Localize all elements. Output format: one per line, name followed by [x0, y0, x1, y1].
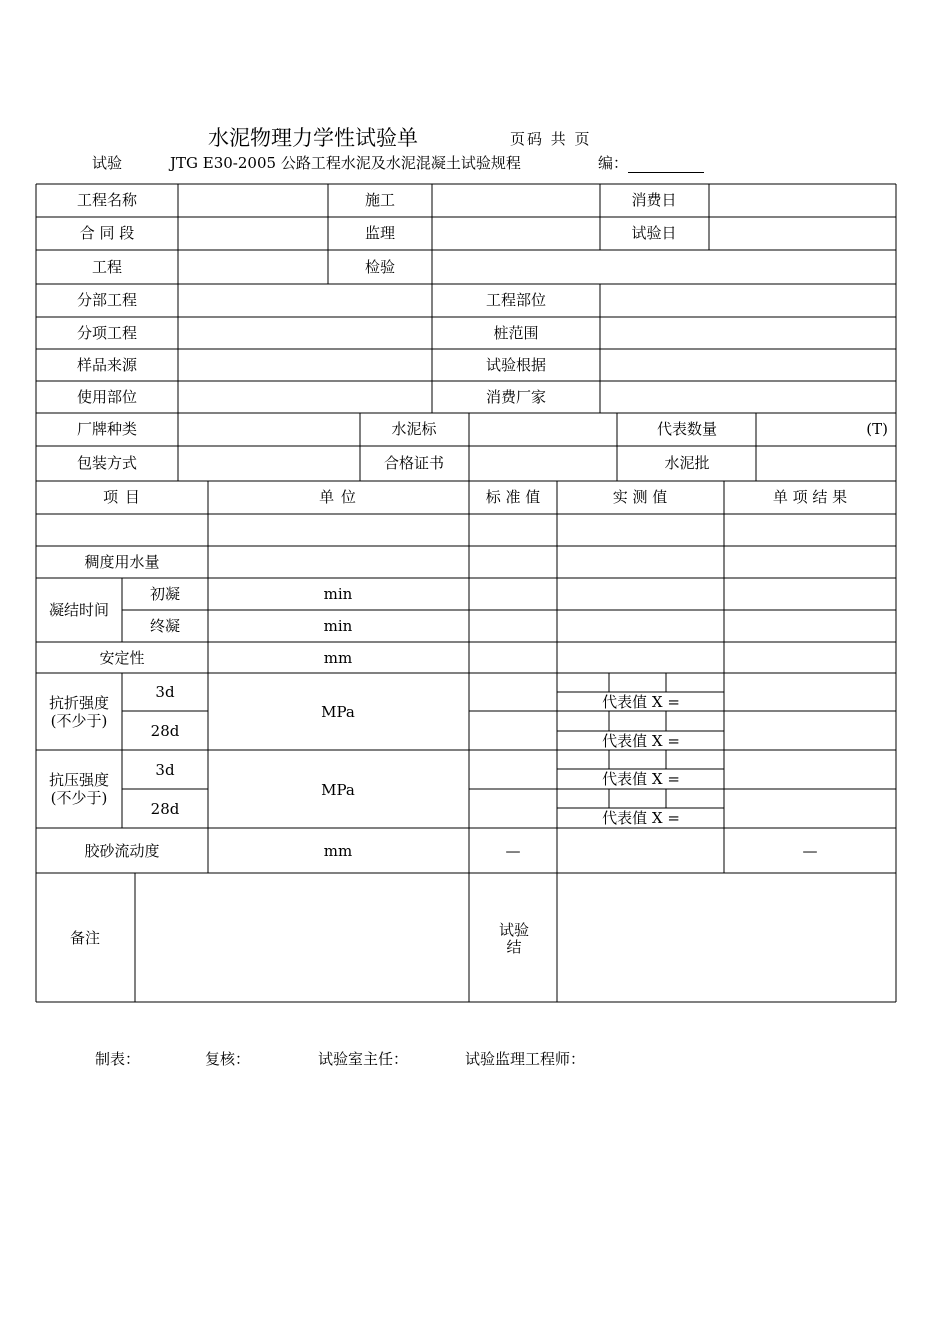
row-soundness: 安定性	[99, 649, 145, 667]
label-test-date: 试验日	[631, 224, 677, 242]
label-engineering: 工程	[91, 258, 123, 276]
lab-director: 试验室主任：	[318, 1050, 409, 1068]
col-result: 单 项 结 果	[772, 488, 848, 506]
col-item: 项 目	[103, 488, 141, 506]
label-brand-type: 厂牌种类	[76, 420, 138, 438]
unit-initial-set: min	[323, 585, 353, 603]
col-standard: 标 准 值	[485, 488, 541, 506]
reviewed-by: 复核：	[205, 1050, 251, 1068]
flexural-not-less: (不少于)	[50, 712, 108, 730]
label-test-basis: 试验根据	[485, 356, 547, 374]
fluidity-result-dash: —	[802, 842, 818, 860]
row-initial-set: 初凝	[149, 585, 181, 603]
code-label: 编：	[598, 154, 629, 172]
compressive-3d-rep-value: 代表值 X =	[602, 770, 680, 788]
row-water-consistency: 稠度用水量	[84, 553, 160, 571]
label-use-location: 使用部位	[76, 388, 138, 406]
unit-final-set: min	[323, 617, 353, 635]
label-consume-date: 消费日	[631, 191, 677, 209]
standard-reference: JTG E30-2005 公路工程水泥及水泥混凝土试验规程	[170, 154, 521, 172]
fluidity-standard-dash: —	[505, 842, 521, 860]
row-setting-time: 凝结时间	[48, 601, 110, 619]
label-packaging: 包装方式	[76, 454, 138, 472]
row-fluidity: 胶砂流动度	[84, 842, 160, 860]
label-sample-source: 样品来源	[76, 356, 138, 374]
label-division: 分部工程	[76, 291, 138, 309]
col-measured: 实 测 值	[612, 488, 668, 506]
conclusion-label-1: 试验	[498, 921, 530, 939]
qty-unit: (T)	[866, 420, 888, 438]
label-stake-range: 桩范围	[493, 324, 539, 342]
label-represent-qty: 代表数量	[656, 420, 718, 438]
label-cement-grade: 水泥标	[391, 420, 437, 438]
label-contract-section: 合 同 段	[79, 224, 135, 242]
label-supervision: 监理	[364, 224, 396, 242]
label-location: 工程部位	[485, 291, 547, 309]
label-project-name: 工程名称	[76, 191, 138, 209]
page-info: 页码 共 页	[510, 130, 592, 148]
compressive-28d: 28d	[150, 800, 180, 818]
remarks-label: 备注	[69, 929, 101, 947]
supervision-engineer: 试验监理工程师：	[465, 1050, 586, 1068]
label-construction: 施工	[364, 191, 396, 209]
test-label: 试验	[92, 154, 123, 172]
unit-soundness: mm	[323, 649, 353, 667]
flexural-3d: 3d	[155, 683, 175, 701]
unit-flexural: MPa	[321, 703, 355, 721]
label-subdivision: 分项工程	[76, 324, 138, 342]
compressive-not-less: (不少于)	[50, 789, 108, 807]
compressive-28d-rep-value: 代表值 X =	[602, 809, 680, 827]
compressive-3d: 3d	[155, 761, 175, 779]
flexural-3d-rep-value: 代表值 X =	[602, 693, 680, 711]
col-unit: 单 位	[319, 488, 357, 506]
flexural-28d-rep-value: 代表值 X =	[602, 732, 680, 750]
unit-fluidity: mm	[323, 842, 353, 860]
conclusion-label-2: 结	[506, 938, 522, 956]
row-compressive: 抗压强度	[48, 771, 110, 789]
row-flexural: 抗折强度	[48, 694, 110, 712]
flexural-28d: 28d	[150, 722, 180, 740]
unit-compressive: MPa	[321, 781, 355, 799]
page-title: 水泥物理力学性试验单	[208, 126, 418, 150]
label-certificate: 合格证书	[383, 454, 445, 472]
prepared-by: 制表：	[95, 1050, 141, 1068]
row-final-set: 终凝	[149, 617, 181, 635]
label-cement-batch: 水泥批	[664, 454, 710, 472]
label-inspection: 检验	[364, 258, 396, 276]
label-manufacturer: 消费厂家	[485, 388, 547, 406]
